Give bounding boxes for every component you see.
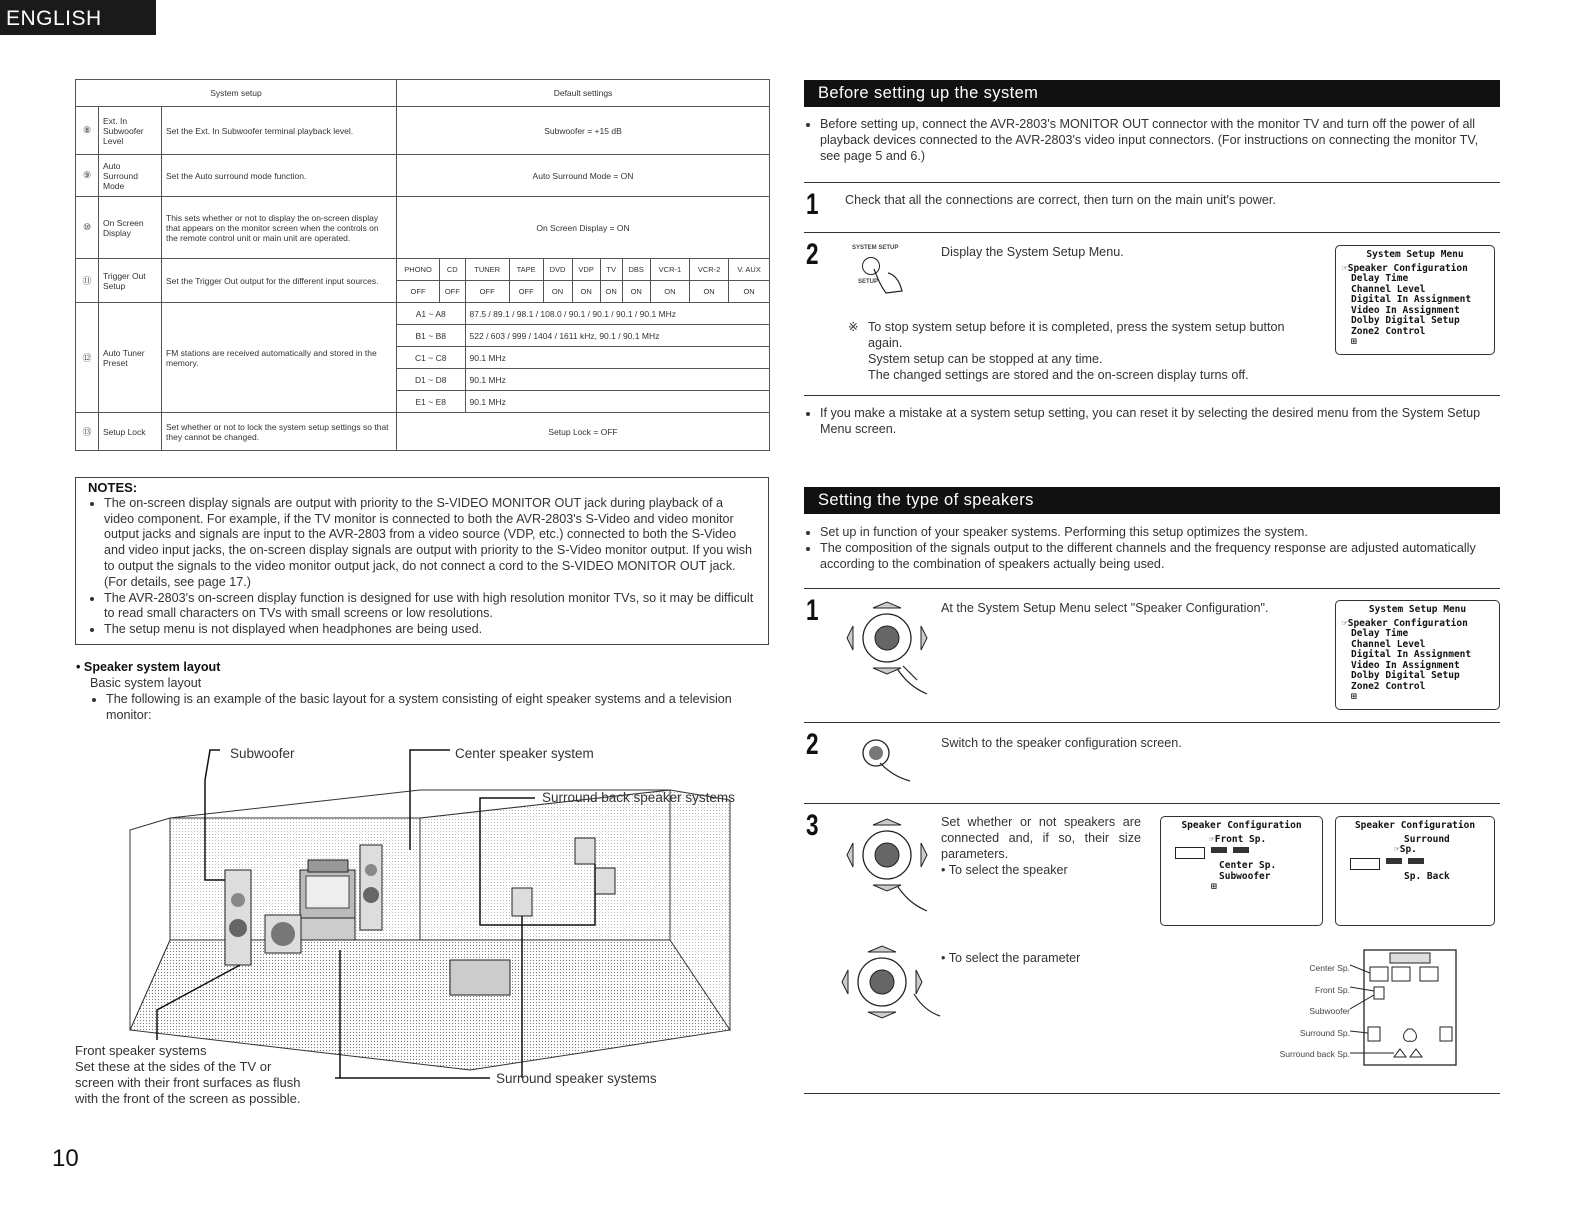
- step-number: 1: [806, 188, 819, 221]
- before-footer-text: • If you make a mistake at a system setup setting, you can reset it by selecting the desired menu from the System Setup Menu screen.: [820, 405, 1500, 437]
- row-desc: Set the Trigger Out output for the different input sources.: [162, 259, 397, 303]
- layout-section: [76, 659, 770, 723]
- front-left-speaker-woofer: [229, 919, 247, 937]
- center-speaker: [308, 860, 348, 872]
- osd-item: ☞Sp.: [1394, 844, 1417, 855]
- speaker-step2-text: Switch to the speaker configuration screen.: [941, 736, 1182, 750]
- value-cell: OFF: [397, 281, 440, 303]
- preset-range: E1 ~ E8: [397, 391, 466, 413]
- speaker-intro-item: • The composition of the signals output to the different channels and the frequency response are adjusted automatically according to the combination of speakers actually being used.: [820, 540, 1500, 572]
- before-step1-text: Check that all the connections are correct, then turn on the main unit's power.: [845, 193, 1276, 207]
- value-cell: OFF: [440, 281, 465, 303]
- source-cell: TV: [600, 259, 622, 281]
- size-chip: [1233, 847, 1249, 853]
- row-number: ⑬: [76, 413, 99, 451]
- step3-param-bullet: • To select the parameter: [941, 951, 1081, 965]
- osd-item: Dolby Digital Setup: [1351, 315, 1460, 326]
- preset-value: 90.1 MHz: [465, 391, 769, 413]
- row-default: Auto Surround Mode = ON: [397, 155, 770, 197]
- row-default: Subwoofer = +15 dB: [397, 107, 770, 155]
- speaker-position-diagram: [1350, 945, 1465, 1075]
- row-desc: FM stations are received automatically and stored in the memory.: [162, 303, 397, 413]
- row-desc: Set the Auto surround mode function.: [162, 155, 397, 197]
- osd-exit-icon: ⊞: [1351, 336, 1357, 347]
- tv-screen: [306, 876, 349, 908]
- source-cell: PHONO: [397, 259, 440, 281]
- note-mark: ※: [848, 320, 859, 334]
- osd-item: Digital In Assignment: [1351, 649, 1472, 660]
- before-footer: [804, 405, 1500, 437]
- note-item: • The AVR-2803's on-screen display function is designed for use with high resolution monitor TVs, so it may be difficult to read small characters on TVs with small screens or low resolutions.: [104, 591, 756, 623]
- divider: [804, 1093, 1500, 1094]
- osd-exit-icon: ⊞: [1211, 881, 1217, 892]
- label-front-line: Set these at the sides of the TV or: [75, 1059, 272, 1074]
- preset-range: D1 ~ D8: [397, 369, 466, 391]
- step3-param-text: To select the parameter: [948, 951, 1081, 965]
- value-cell: OFF: [509, 281, 543, 303]
- osd-exit-icon: ⊞: [1351, 691, 1357, 702]
- button-label: SYSTEM SETUP: [852, 245, 899, 251]
- source-cell: V. AUX: [729, 259, 770, 281]
- divider: [804, 182, 1500, 183]
- diagram-label: Center Sp.: [1309, 963, 1350, 973]
- divider: [804, 803, 1500, 804]
- setup-label: SETUP: [858, 279, 879, 285]
- osd-item: Video In Assignment: [1351, 659, 1460, 671]
- before-intro: [804, 116, 1500, 164]
- front-right-speaker-woofer: [363, 887, 379, 903]
- enter-button-icon: [860, 735, 920, 785]
- size-chip: [1211, 847, 1227, 853]
- speaker-config-screen-b: [1335, 816, 1495, 926]
- osd-item: Subwoofer: [1219, 870, 1271, 882]
- speaker-step1-text: At the System Setup Menu select "Speaker Configuration".: [941, 601, 1269, 615]
- layout-heading-text: Speaker system layout: [83, 660, 221, 674]
- osd-item: Digital In Assignment: [1351, 294, 1472, 305]
- row-number: ⑪: [76, 259, 99, 303]
- label-front-line: screen with their front surfaces as flush: [75, 1075, 301, 1090]
- preset-range: C1 ~ C8: [397, 347, 466, 369]
- row-default: On Screen Display = ON: [397, 197, 770, 259]
- surround-back-speaker: [575, 838, 595, 864]
- speaker-icon: [1175, 847, 1205, 859]
- table-row: [76, 107, 770, 155]
- osd-item: Video In Assignment: [1351, 304, 1460, 316]
- row-number: ⑫: [76, 303, 99, 413]
- front-left-speaker-driver: [231, 893, 245, 907]
- row-number: ⑧: [76, 107, 99, 155]
- preset-value: 90.1 MHz: [465, 369, 769, 391]
- speaker-type-heading: Setting the type of speakers: [804, 487, 1500, 514]
- osd-item: ☞Front Sp.: [1209, 833, 1267, 845]
- label-center: Center speaker system: [455, 746, 594, 761]
- tv-stand: [300, 918, 355, 940]
- step3-desc: Set whether or not speakers are connected and, if so, their size parameters.: [941, 815, 1141, 861]
- step-number: 1: [806, 594, 819, 627]
- row-desc: This sets whether or not to display the on-screen display that appears on the monitor screen when the controls on the remote control unit or main unit are operated.: [162, 197, 397, 259]
- table-header-left: System setup: [76, 80, 397, 107]
- step-number: 2: [806, 728, 819, 761]
- hand-icon: [872, 265, 906, 297]
- notes-title: NOTES:: [88, 480, 138, 495]
- value-cell: ON: [572, 281, 600, 303]
- page-number: 10: [52, 1145, 79, 1172]
- speaker-intro-item: • Set up in function of your speaker systems. Performing this setup optimizes the system.: [820, 524, 1500, 540]
- osd-title: Speaker Configuration: [1181, 820, 1302, 831]
- preset-value: 90.1 MHz: [465, 347, 769, 369]
- language-tab: ENGLISH: [0, 0, 156, 35]
- speaker-icon: [1350, 858, 1380, 870]
- front-right-speaker-driver: [365, 864, 377, 876]
- row-name: Auto Tuner Preset: [99, 303, 162, 413]
- size-chip: [1408, 858, 1424, 864]
- note-item: • The on-screen display signals are output with priority to the S-VIDEO MONITOR OUT jack during playback of a video component. For example, if the TV monitor is connected to both the AVR-2803's S-Video and video monitor output jacks and signals are input to the AVR-2803 from a video source (VDP, etc.) connected to both the S-Video and video input jacks, the on-screen display signals are output with priority to the S-Video monitor output. If you wish to output the signals to the video monitor output jack, do not connect a cord to the S-VIDEO MONITOR OUT jack. (For details, see page 17.): [104, 496, 756, 591]
- layout-subheading: Basic system layout: [90, 676, 202, 690]
- sofa: [450, 960, 510, 995]
- divider: [804, 232, 1500, 233]
- source-cell: TUNER: [465, 259, 509, 281]
- table-row: [76, 413, 770, 451]
- row-name: Ext. In Subwoofer Level: [99, 107, 162, 155]
- preset-value: 87.5 / 89.1 / 98.1 / 108.0 / 90.1 / 90.1 / 90.1 / 90.1 MHz: [465, 303, 769, 325]
- surround-speaker: [512, 888, 532, 916]
- label-subwoofer: Subwoofer: [230, 746, 295, 761]
- value-cell: OFF: [465, 281, 509, 303]
- size-chip: [1386, 858, 1402, 864]
- parameter-pad-icon: [836, 942, 946, 1032]
- osd-item: Channel Level: [1351, 283, 1426, 295]
- table-header-right: Default settings: [397, 80, 770, 107]
- notes-box: [75, 477, 769, 645]
- before-setup-heading: Before setting up the system: [804, 80, 1500, 107]
- osd-item: ☞Speaker Configuration: [1342, 617, 1468, 629]
- before-step2-notes: [848, 319, 1318, 383]
- subwoofer-driver: [271, 922, 295, 946]
- note-item: • The setup menu is not displayed when headphones are being used.: [104, 622, 756, 638]
- value-cell: ON: [543, 281, 572, 303]
- before-intro-text: • Before setting up, connect the AVR-2803's MONITOR OUT connector with the monitor TV and turn off the power of all playback devices connected to the AVR-2803's video input connectors. (For instructions on connecting the monitor TV, see page 5 and 6.): [820, 116, 1500, 164]
- divider: [804, 395, 1500, 396]
- note-line: To stop system setup before it is completed, press the system setup button again.: [868, 320, 1285, 350]
- osd-item: Channel Level: [1351, 638, 1426, 650]
- system-setup-menu-screen: [1335, 245, 1495, 355]
- osd-item: Zone2 Control: [1351, 680, 1426, 692]
- preset-range: A1 ~ A8: [397, 303, 466, 325]
- layout-heading: • Speaker system layout: [76, 660, 221, 674]
- cursor-pad-icon: [843, 598, 943, 698]
- value-cell: ON: [622, 281, 650, 303]
- value-cell: ON: [650, 281, 689, 303]
- step-number: 3: [806, 809, 819, 842]
- source-cell: DBS: [622, 259, 650, 281]
- surround-back-speaker: [595, 868, 615, 894]
- source-cell: VCR-1: [650, 259, 689, 281]
- source-cell: DVD: [543, 259, 572, 281]
- row-name: On Screen Display: [99, 197, 162, 259]
- row-name: Trigger Out Setup: [99, 259, 162, 303]
- step3-bullet: To select the speaker: [948, 863, 1068, 877]
- label-front: [75, 1043, 300, 1107]
- value-cell: ON: [600, 281, 622, 303]
- row-name: Auto Surround Mode: [99, 155, 162, 197]
- osd-item: Dolby Digital Setup: [1351, 670, 1460, 681]
- osd-item: Surround: [1404, 833, 1450, 845]
- osd-item: Zone2 Control: [1351, 325, 1426, 337]
- row-default: Setup Lock = OFF: [397, 413, 770, 451]
- diagram-label: Surround Sp.: [1299, 1027, 1350, 1038]
- source-cell: VDP: [572, 259, 600, 281]
- speaker-step3-text: Set whether or not speakers are connected and, if so, their size parameters. • To select the speaker: [941, 815, 1141, 877]
- row-desc: Set whether or not to lock the system setup settings so that they cannot be changed.: [162, 413, 397, 451]
- table-row: [76, 197, 770, 259]
- front-left-speaker: [225, 870, 251, 965]
- before-step2-text: Display the System Setup Menu.: [941, 245, 1124, 259]
- speaker-diagram-labels: [1268, 958, 1350, 1066]
- layout-item: • The following is an example of the basic layout for a system consisting of eight speaker systems and a television monitor:: [106, 691, 770, 723]
- cursor-pad-icon: [843, 815, 943, 915]
- value-cell: ON: [690, 281, 729, 303]
- source-cell: CD: [440, 259, 465, 281]
- speaker-config-screen-a: [1160, 816, 1323, 926]
- osd-item: Center Sp.: [1219, 860, 1277, 871]
- system-setup-button-icon: [848, 245, 908, 300]
- osd-title: System Setup Menu: [1368, 604, 1467, 615]
- osd-title: Speaker Configuration: [1354, 820, 1476, 831]
- diagram-label: Subwoofer: [1309, 1006, 1350, 1016]
- divider: [804, 722, 1500, 723]
- value-cell: ON: [729, 281, 770, 303]
- system-setup-table: [75, 79, 770, 451]
- diagram-label: Front Sp.: [1315, 984, 1350, 995]
- label-surround-back: Surround back speaker systems: [542, 790, 735, 805]
- row-number: ⑨: [76, 155, 99, 197]
- preset-value: 522 / 603 / 999 / 1404 / 1611 kHz, 90.1 / 90.1 MHz: [465, 325, 769, 347]
- osd-item: ☞Speaker Configuration: [1342, 262, 1468, 274]
- osd-item: Delay Time: [1351, 628, 1409, 639]
- osd-item: Sp. Back: [1404, 870, 1450, 882]
- table-row: [76, 259, 770, 281]
- divider: [804, 588, 1500, 589]
- osd-item: Delay Time: [1351, 273, 1409, 284]
- preset-range: B1 ~ B8: [397, 325, 466, 347]
- osd-title: System Setup Menu: [1366, 249, 1464, 260]
- row-desc: Set the Ext. In Subwoofer terminal playback level.: [162, 107, 397, 155]
- label-front-line: with the front of the screen as possible.: [75, 1091, 301, 1106]
- note-line: System setup can be stopped at any time.: [868, 352, 1103, 366]
- row-name: Setup Lock: [99, 413, 162, 451]
- diagram-label: Surround back Sp.: [1279, 1049, 1350, 1059]
- source-cell: VCR-2: [690, 259, 729, 281]
- row-number: ⑩: [76, 197, 99, 259]
- source-cell: TAPE: [509, 259, 543, 281]
- note-line: The changed settings are stored and the on-screen display turns off.: [868, 368, 1249, 382]
- step-number: 2: [806, 238, 819, 271]
- system-setup-menu-screen: [1335, 600, 1500, 710]
- speaker-intro: [804, 524, 1500, 572]
- label-front-line: Front speaker systems: [75, 1043, 207, 1058]
- table-row: [76, 155, 770, 197]
- table-row: [76, 303, 770, 325]
- label-surround: Surround speaker systems: [496, 1071, 657, 1086]
